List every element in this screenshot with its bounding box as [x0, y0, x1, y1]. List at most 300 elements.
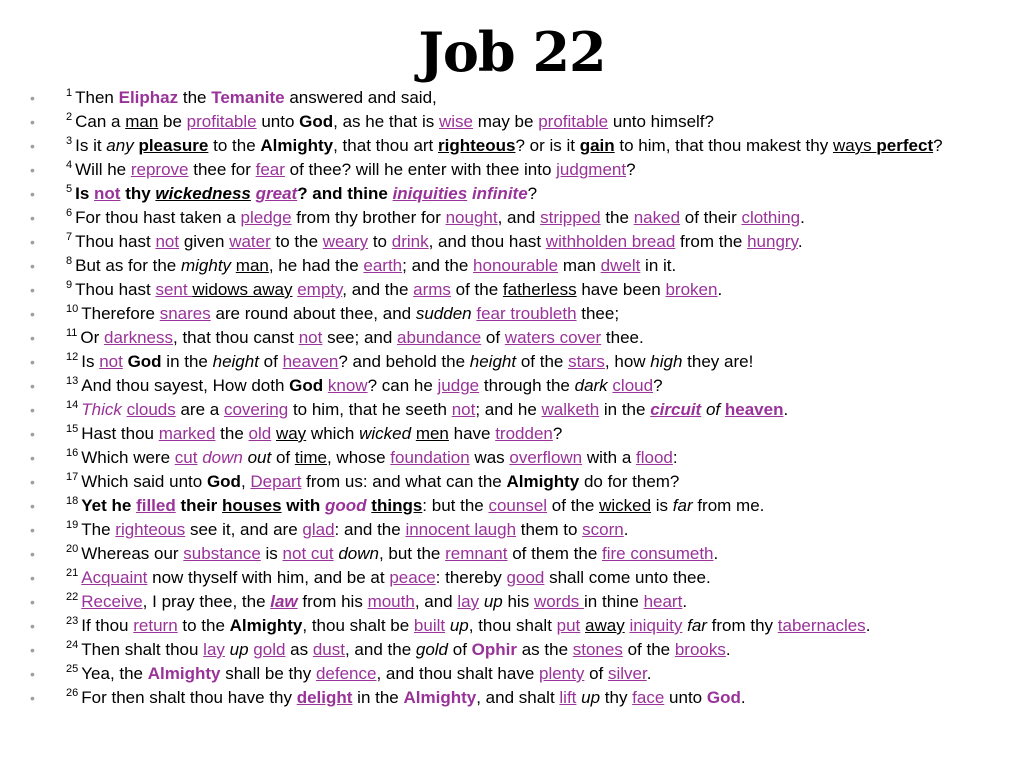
verse-number: 22 [66, 591, 79, 604]
verse-text: : [672, 448, 678, 467]
verse-number: 17 [66, 471, 79, 484]
verse-text: thee. [601, 328, 644, 347]
verse-text: Is it [75, 136, 107, 155]
verse-number: 13 [66, 375, 79, 388]
verse-text: may be [473, 112, 539, 131]
verse-text: down [202, 448, 243, 467]
verse-5 [30, 182, 1005, 206]
verse-text: , [240, 472, 251, 491]
linked-word[interactable]: righteous [438, 136, 516, 155]
linked-word[interactable]: iniquities [392, 184, 468, 203]
slide-title: Job 22 [418, 20, 606, 84]
linked-word[interactable]: face [632, 688, 665, 707]
linked-word[interactable]: old [248, 424, 272, 443]
verse-text: ? [626, 160, 636, 179]
linked-word[interactable]: not [155, 232, 180, 251]
verse-text: , thou shalt [468, 616, 557, 635]
verse-number: 21 [66, 567, 79, 580]
verse-number: 1 [66, 87, 73, 100]
verse-text: in the [161, 352, 213, 371]
verse-text: of [705, 400, 721, 419]
verse-text: see; and [322, 328, 398, 347]
verse-text: they are! [682, 352, 754, 371]
verse-text: Yet he [81, 496, 137, 515]
verse-text: . [783, 400, 789, 419]
verse-text: Thou hast [75, 232, 156, 251]
verse-text: gold [415, 640, 449, 659]
linked-word[interactable]: reprove [130, 160, 189, 179]
linked-word[interactable]: plenty [539, 664, 585, 683]
verse-text: Ophir [471, 640, 517, 659]
linked-word[interactable]: not [298, 328, 323, 347]
verse-text: Almighty [229, 616, 303, 635]
verse-text: out [247, 448, 272, 467]
linked-word[interactable]: iniquity [629, 616, 683, 635]
verse-text: Which were [81, 448, 175, 467]
linked-word[interactable]: dwelt [600, 256, 641, 275]
verse-text: , I pray thee, the [142, 592, 271, 611]
linked-word[interactable]: honourable [473, 256, 559, 275]
verse-text: wicked [359, 424, 412, 443]
linked-word[interactable]: nought [445, 208, 498, 227]
verse-text: . [682, 592, 688, 611]
linked-word[interactable]: stars [568, 352, 605, 371]
verse-14 [30, 398, 1005, 422]
linked-word[interactable]: innocent laugh [405, 520, 517, 539]
verse-text: do for them? [579, 472, 680, 491]
verse-text: up [483, 592, 503, 611]
verse-17 [30, 470, 1005, 494]
linked-word[interactable]: man [235, 256, 269, 275]
verse-text: the [178, 88, 212, 107]
linked-word[interactable]: righteous [115, 520, 186, 539]
linked-word[interactable]: judgment [556, 160, 627, 179]
linked-word[interactable]: gain [579, 136, 615, 155]
verse-text: Hast thou [81, 424, 159, 443]
verse-text: Eliphaz [118, 88, 179, 107]
verse-number: 15 [66, 423, 79, 436]
verse-number: 6 [66, 207, 73, 220]
verse-text: be [158, 112, 187, 131]
verse-21 [30, 566, 1005, 590]
verse-text: , and shalt [476, 688, 560, 707]
linked-word[interactable]: lift [559, 688, 577, 707]
linked-word[interactable]: men [415, 424, 449, 443]
verse-text: ; and the [402, 256, 474, 275]
linked-word[interactable]: clouds [126, 400, 176, 419]
verse-number: 19 [66, 519, 79, 532]
verse-text: unto himself? [608, 112, 714, 131]
verse-list [30, 86, 1005, 710]
linked-word[interactable]: peace [389, 568, 436, 587]
linked-word[interactable]: gold [253, 640, 286, 659]
linked-word[interactable]: law [270, 592, 298, 611]
linked-word[interactable]: not [451, 400, 476, 419]
verse-text: the [600, 208, 634, 227]
linked-word[interactable]: heaven [724, 400, 784, 419]
verse-text: through the [479, 376, 575, 395]
linked-word[interactable]: time [294, 448, 327, 467]
linked-word[interactable]: marked [158, 424, 216, 443]
verse-text: , whose [326, 448, 391, 467]
verse-text: thee; [576, 304, 620, 323]
linked-word[interactable]: withholden bread [545, 232, 676, 251]
verse-text: ? [933, 136, 943, 155]
linked-word[interactable]: man [125, 112, 159, 131]
verse-text: ? [653, 376, 663, 395]
linked-word[interactable]: drink [391, 232, 429, 251]
verse-text: But as for the [75, 256, 181, 275]
linked-word[interactable]: hungry [747, 232, 798, 251]
verse-text: Which said unto [81, 472, 207, 491]
linked-word[interactable]: weary [322, 232, 369, 251]
verse-12 [30, 350, 1005, 374]
verse-number: 8 [66, 255, 73, 268]
linked-word[interactable]: way [275, 424, 307, 443]
verse-text: to him, that he seeth [288, 400, 452, 419]
verse-text: now thyself with him, and be at [147, 568, 390, 587]
verse-text: , and thou hast [428, 232, 546, 251]
verse-number: 25 [66, 663, 79, 676]
verse-text: thee for [188, 160, 256, 179]
linked-word[interactable]: return [133, 616, 178, 635]
verse-text: of the [547, 496, 600, 515]
verse-number: 20 [66, 543, 79, 556]
verse-number: 12 [66, 351, 79, 364]
linked-word[interactable]: brooks [674, 640, 726, 659]
verse-text: any [106, 136, 134, 155]
verse-text: the [215, 424, 249, 443]
verse-text: And thou sayest, How doth [81, 376, 290, 395]
verse-text: ; and he [475, 400, 542, 419]
verse-text: Almighty [147, 664, 221, 683]
verse-23 [30, 614, 1005, 638]
verse-22 [30, 590, 1005, 614]
verse-8 [30, 254, 1005, 278]
linked-word[interactable]: clothing [741, 208, 801, 227]
verse-text: mighty [180, 256, 232, 275]
linked-word[interactable]: stripped [540, 208, 601, 227]
linked-word[interactable]: earth [363, 256, 403, 275]
linked-word[interactable]: water [229, 232, 271, 251]
verse-text: of [448, 640, 472, 659]
verse-text: thy [600, 688, 633, 707]
verse-number: 2 [66, 111, 73, 124]
verse-text: Thou hast [75, 280, 156, 299]
linked-word[interactable]: profitable [538, 112, 609, 131]
verse-text: from his [297, 592, 368, 611]
linked-word[interactable]: heart [643, 592, 683, 611]
verse-text: shall come unto thee. [544, 568, 711, 587]
verse-text: Is [75, 184, 95, 203]
verse-text: far [672, 496, 693, 515]
verse-number: 16 [66, 447, 79, 460]
linked-word[interactable]: lay [203, 640, 225, 659]
verse-text: , and the [342, 280, 414, 299]
verse-text: which [306, 424, 360, 443]
linked-word[interactable]: empty [297, 280, 343, 299]
verse-text: thy [120, 184, 156, 203]
linked-word[interactable]: wickedness [155, 184, 251, 203]
verse-text: God [127, 352, 162, 371]
verse-3 [30, 134, 1005, 158]
linked-word[interactable]: flood [636, 448, 673, 467]
verse-text: of the [622, 640, 675, 659]
verse-15 [30, 422, 1005, 446]
verse-text: . [717, 280, 723, 299]
linked-word[interactable]: not [99, 352, 123, 371]
verse-text: , thou shalt be [302, 616, 414, 635]
linked-word[interactable]: wicked [599, 496, 652, 515]
linked-word[interactable]: not [94, 184, 121, 203]
linked-word[interactable]: counsel [488, 496, 548, 515]
verse-text: his [502, 592, 534, 611]
verse-text: of thee? will he enter with thee into [284, 160, 557, 179]
verse-text: God [289, 376, 324, 395]
verse-24 [30, 638, 1005, 662]
verse-text: of [584, 664, 608, 683]
linked-word[interactable]: scorn [582, 520, 624, 539]
verse-text: Therefore [81, 304, 160, 323]
verse-text: of [481, 328, 505, 347]
verse-text: Will he [75, 160, 131, 179]
linked-word[interactable]: overflown [509, 448, 583, 467]
verse-text: are a [175, 400, 224, 419]
linked-word[interactable]: foundation [390, 448, 470, 467]
verse-text: to the [208, 136, 261, 155]
verse-text: man [558, 256, 601, 275]
linked-word[interactable]: silver [608, 664, 647, 683]
linked-word[interactable]: fear troubleth [476, 304, 577, 323]
verse-text: as [285, 640, 313, 659]
linked-word[interactable]: put [556, 616, 581, 635]
linked-word[interactable]: dust [312, 640, 345, 659]
verse-text: to him, that thou makest thy [614, 136, 833, 155]
linked-word[interactable]: good [506, 568, 545, 587]
verse-number: 4 [66, 159, 73, 172]
verse-text: For thou hast taken a [75, 208, 241, 227]
verse-text: ? and thine [297, 184, 393, 203]
linked-word[interactable]: great [255, 184, 298, 203]
verse-text: Almighty [403, 688, 477, 707]
verse-text: them to [516, 520, 583, 539]
linked-word[interactable]: houses [222, 496, 282, 515]
verse-text: in thine [584, 592, 644, 611]
verse-text: . [646, 664, 652, 683]
linked-word[interactable]: delight [296, 688, 353, 707]
verse-text: up [229, 640, 249, 659]
verse-text: is [260, 544, 283, 563]
verse-text: Then [75, 88, 119, 107]
verse-20 [30, 542, 1005, 566]
verse-text: was [469, 448, 510, 467]
linked-word[interactable]: darkness [104, 328, 174, 347]
linked-word[interactable]: judge [437, 376, 480, 395]
linked-word[interactable]: glad [302, 520, 335, 539]
linked-word[interactable]: words [533, 592, 585, 611]
verse-text: with a [582, 448, 636, 467]
verse-text: , and [497, 208, 541, 227]
verse-text: see it, and are [185, 520, 303, 539]
verse-text: , and the [344, 640, 416, 659]
linked-word[interactable]: not cut [282, 544, 334, 563]
verse-text: unto [256, 112, 300, 131]
verse-26 [30, 686, 1005, 710]
verse-text: answered and said, [284, 88, 437, 107]
verse-text: . [800, 208, 805, 227]
linked-word[interactable]: broken [665, 280, 718, 299]
verse-text: , and [414, 592, 458, 611]
verse-text: , how [604, 352, 651, 371]
verse-19 [30, 518, 1005, 542]
verse-text: . [740, 688, 746, 707]
verse-text: high [650, 352, 683, 371]
linked-word[interactable]: substance [183, 544, 261, 563]
verse-text: from me. [692, 496, 765, 515]
verse-text: . [725, 640, 731, 659]
verse-2 [30, 110, 1005, 134]
linked-word[interactable]: filled [136, 496, 176, 515]
verse-text: God [206, 472, 241, 491]
linked-word[interactable]: wise [438, 112, 473, 131]
verse-text: Or [80, 328, 105, 347]
verse-text: : but the [422, 496, 489, 515]
linked-word[interactable]: fatherless [502, 280, 577, 299]
verse-text: Whereas our [81, 544, 184, 563]
linked-word[interactable]: cut [174, 448, 198, 467]
verse-text: . [623, 520, 629, 539]
verse-number: 24 [66, 639, 79, 652]
verse-text: ? can he [367, 376, 438, 395]
linked-word[interactable]: lay [457, 592, 480, 611]
linked-word[interactable]: know [327, 376, 368, 395]
verse-18 [30, 494, 1005, 518]
verse-6 [30, 206, 1005, 230]
verse-text: from thy [706, 616, 778, 635]
verse-text: : thereby [435, 568, 507, 587]
verse-text: . [797, 232, 803, 251]
linked-word[interactable]: sent [155, 280, 193, 299]
linked-word[interactable]: tabernacles [777, 616, 866, 635]
verse-text: For then shalt thou have thy [81, 688, 297, 707]
linked-word[interactable]: walketh [541, 400, 600, 419]
linked-word[interactable]: remnant [445, 544, 508, 563]
linked-word[interactable]: trodden [495, 424, 553, 443]
verse-text: given [179, 232, 230, 251]
verse-text: Temanite [211, 88, 285, 107]
verse-text: Thick [81, 400, 122, 419]
linked-word[interactable]: defence [315, 664, 377, 683]
verse-text: height [212, 352, 259, 371]
verse-text: of the [516, 352, 569, 371]
linked-word[interactable]: stones [572, 640, 623, 659]
linked-word[interactable]: Depart [250, 472, 302, 491]
verse-text: , as he that is [333, 112, 439, 131]
verse-1 [30, 86, 1005, 110]
verse-7 [30, 230, 1005, 254]
verse-text: Then shalt thou [81, 640, 204, 659]
verse-text: their [175, 496, 223, 515]
verse-text: have [448, 424, 496, 443]
linked-word[interactable]: cloud [612, 376, 654, 395]
verse-number: 18 [66, 495, 79, 508]
verse-text: are round about thee, and [210, 304, 416, 323]
verse-number: 7 [66, 231, 73, 244]
verse-text: to [368, 232, 392, 251]
verse-text: , he had the [268, 256, 364, 275]
verse-number: 11 [66, 327, 78, 340]
linked-word[interactable]: heaven [282, 352, 339, 371]
linked-word[interactable]: profitable [186, 112, 257, 131]
verse-text: from us: and what can the [301, 472, 507, 491]
linked-word[interactable]: Receive [81, 592, 143, 611]
linked-word[interactable]: ways [832, 136, 877, 155]
verse-text: ? [527, 184, 538, 203]
verse-text: shall be thy [220, 664, 316, 683]
verse-text: : and the [334, 520, 406, 539]
verse-text: ? or is it [515, 136, 580, 155]
linked-word[interactable]: fear [255, 160, 285, 179]
verse-25 [30, 662, 1005, 686]
verse-text: God [299, 112, 334, 131]
linked-word[interactable]: built [413, 616, 446, 635]
verse-number: 14 [66, 399, 79, 412]
verse-text: with [281, 496, 326, 515]
verse-text: ? and behold the [338, 352, 470, 371]
verse-text: of the [450, 280, 503, 299]
verse-text: , and thou shalt have [376, 664, 539, 683]
linked-word[interactable]: naked [633, 208, 681, 227]
verse-number: 9 [66, 279, 73, 292]
linked-word[interactable]: fire consumeth [602, 544, 714, 563]
verse-number: 23 [66, 615, 79, 628]
verse-text: of [271, 448, 295, 467]
verse-number: 10 [66, 303, 79, 316]
linked-word[interactable]: covering [223, 400, 289, 419]
verse-9 [30, 278, 1005, 302]
verse-text: good [325, 496, 367, 515]
verse-text: Can a [75, 112, 126, 131]
linked-word[interactable]: waters cover [504, 328, 602, 347]
verse-text: height [469, 352, 517, 371]
linked-word[interactable]: away [585, 616, 625, 635]
linked-word[interactable]: things [371, 496, 423, 515]
verse-text: , but the [378, 544, 446, 563]
linked-word[interactable]: mouth [367, 592, 415, 611]
verse-text: up [581, 688, 601, 707]
linked-word[interactable]: perfect [876, 136, 934, 155]
verse-text: from thy brother for [291, 208, 446, 227]
linked-word[interactable]: arms [413, 280, 451, 299]
linked-word[interactable]: Acquaint [81, 568, 148, 587]
verse-text: as the [516, 640, 573, 659]
verse-text: God [706, 688, 741, 707]
linked-word[interactable]: abundance [397, 328, 482, 347]
verse-text: Is [81, 352, 100, 371]
linked-word[interactable]: widows away [192, 280, 293, 299]
linked-word[interactable]: snares [159, 304, 211, 323]
linked-word[interactable]: pledge [240, 208, 292, 227]
linked-word[interactable]: circuit [650, 400, 702, 419]
verse-text: of them the [507, 544, 602, 563]
verse-text: Almighty [506, 472, 580, 491]
verse-text: in the [599, 400, 651, 419]
linked-word[interactable]: pleasure [138, 136, 209, 155]
verse-number: 3 [66, 135, 73, 148]
verse-text: in the [352, 688, 404, 707]
verse-text: The [81, 520, 116, 539]
verse-11 [30, 326, 1005, 350]
